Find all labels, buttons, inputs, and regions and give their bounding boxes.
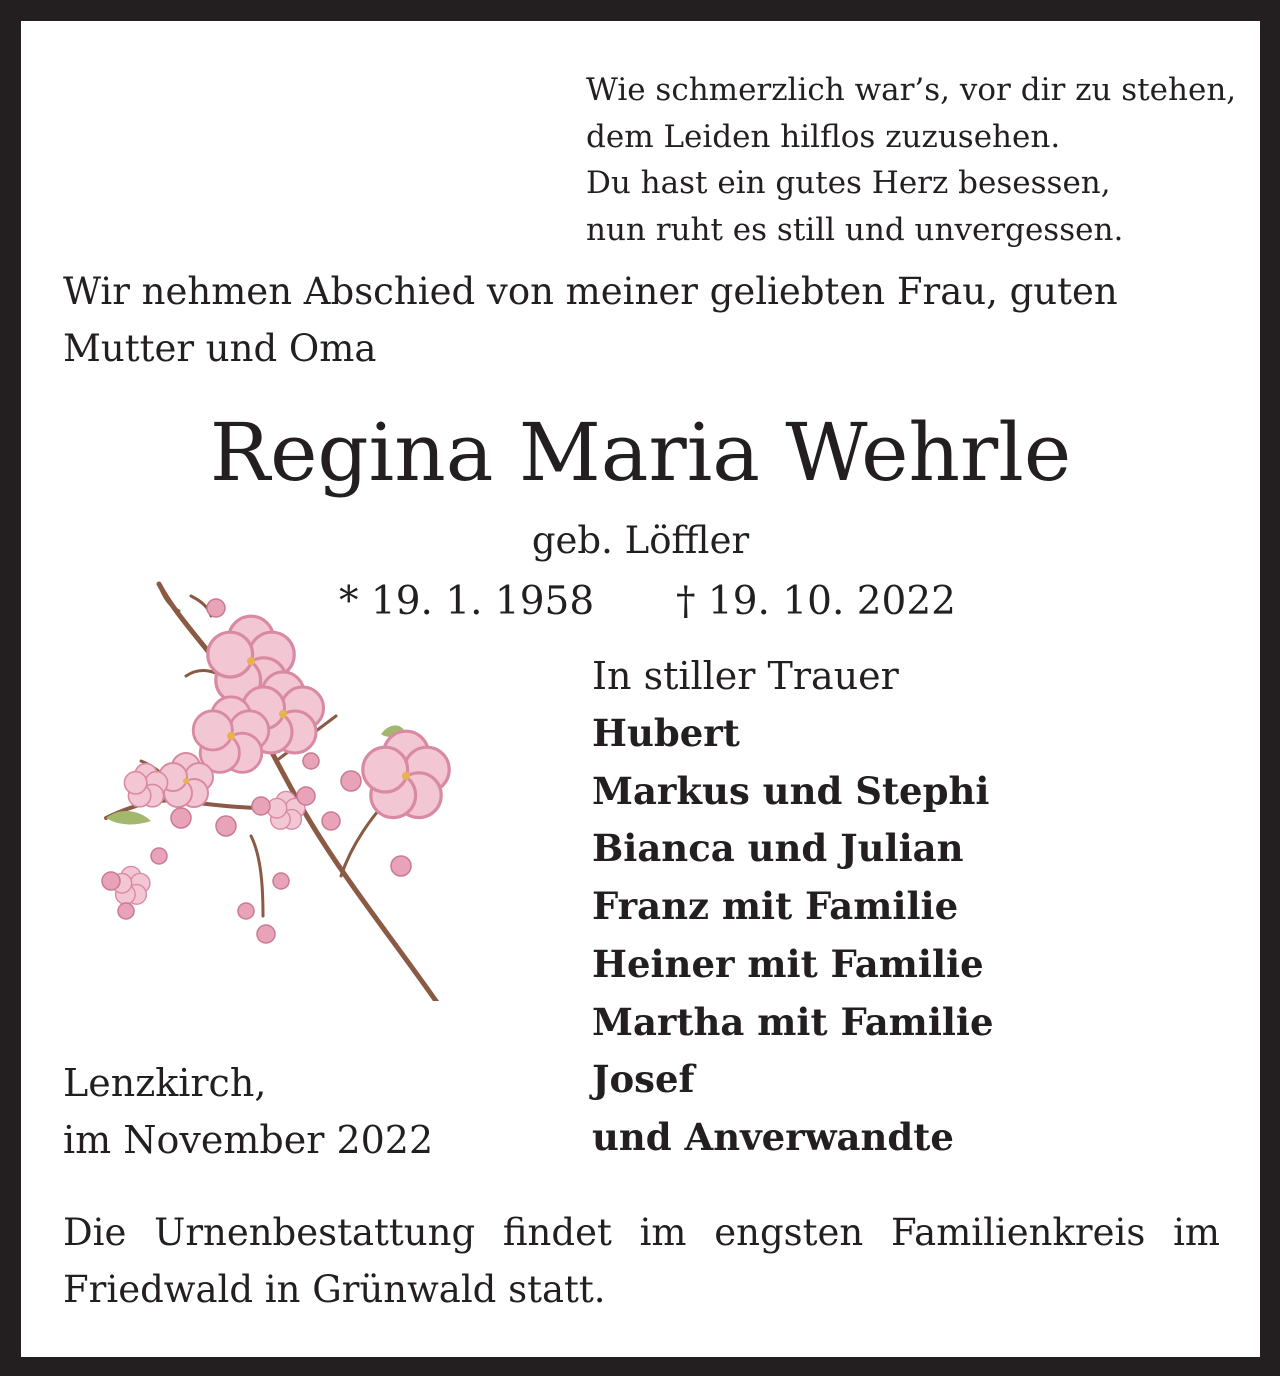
list-item: Josef	[592, 1057, 695, 1102]
deceased-name: Regina Maria Wehrle	[209, 406, 1072, 499]
obituary-card	[21, 21, 1260, 1357]
birth-name: geb. Löffler	[531, 519, 750, 562]
birth-date: * 19. 1. 1958	[339, 579, 595, 624]
list-item: Franz mit Familie	[592, 884, 959, 929]
burial-note: Die Urnenbestattung findet im engsten Familienkreis im Friedwald in Grünwald statt.	[63, 1211, 1220, 1311]
cherry-blossom-icon	[51, 556, 471, 1001]
death-date: † 19. 10. 2022	[676, 579, 956, 624]
list-item: und Anverwandte	[592, 1114, 954, 1159]
poem-line: dem Leiden hilflos zuzusehen.	[586, 118, 1061, 155]
poem-line: nun ruht es still und unvergessen.	[586, 211, 1124, 248]
mourners-heading: In stiller Trauer	[592, 654, 899, 698]
mourners-list	[592, 705, 994, 1167]
list-item: Hubert	[592, 711, 740, 755]
list-item: Markus und Stephi	[592, 768, 990, 813]
location: Lenzkirch,	[63, 1061, 267, 1105]
poem-line: Du hast ein gutes Herz besessen,	[586, 165, 1111, 201]
poem	[586, 67, 1236, 253]
list-item: Heiner mit Familie	[592, 941, 984, 986]
publication-date: im November 2022	[63, 1118, 434, 1162]
poem-line: Wie schmerzlich war’s, vor dir zu stehen,	[586, 72, 1237, 108]
intro-text: Wir nehmen Abschied von meiner geliebten Frau, guten Mutter und Oma	[63, 270, 1118, 370]
list-item: Bianca und Julian	[592, 826, 964, 871]
list-item: Martha mit Familie	[592, 999, 994, 1044]
